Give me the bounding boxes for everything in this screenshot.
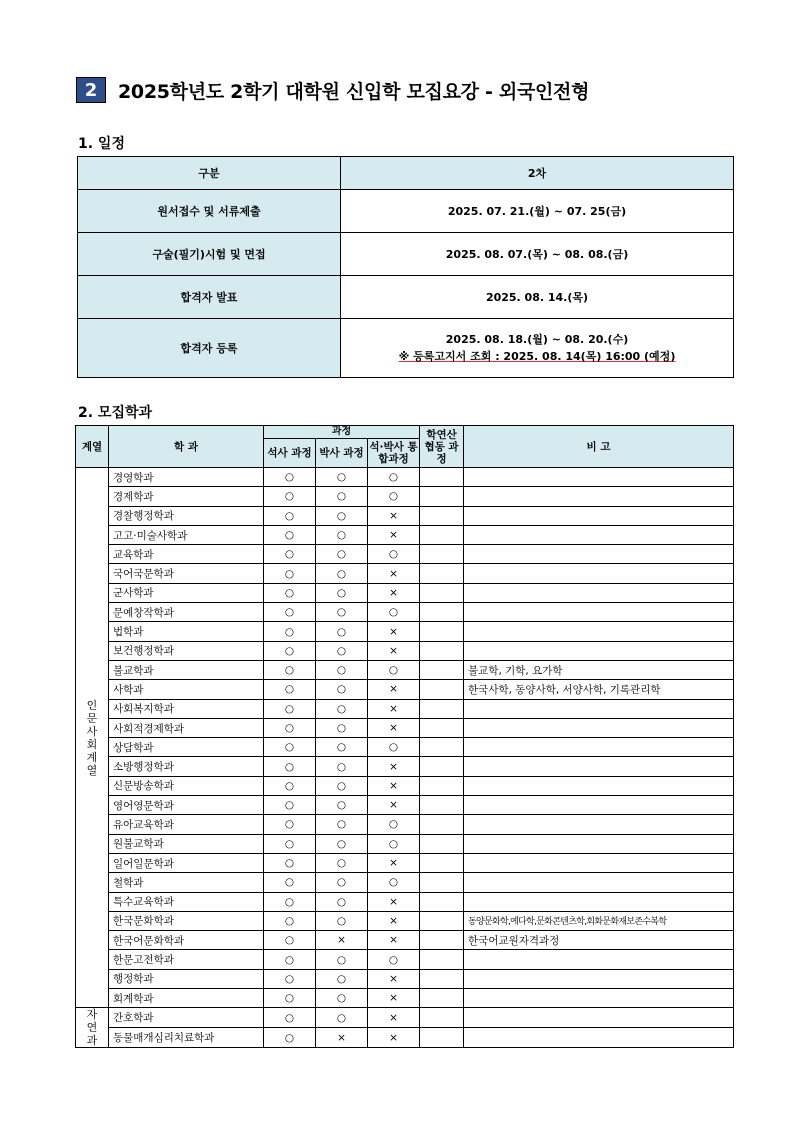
industry-cell	[420, 660, 464, 679]
industry-cell	[420, 525, 464, 544]
doctor-cell: ○	[316, 641, 368, 660]
dept-cell: 불교학과	[109, 660, 264, 679]
schedule-row-label: 구술(필기)시험 및 면접	[78, 233, 341, 276]
doctor-cell: ○	[316, 738, 368, 757]
industry-cell	[420, 950, 464, 969]
note-cell	[464, 796, 734, 815]
integrated-cell: ×	[368, 989, 420, 1008]
schedule-header-value: 2차	[341, 157, 734, 190]
note-cell	[464, 699, 734, 718]
dept-cell: 유아교육학과	[109, 815, 264, 834]
table-row	[76, 641, 734, 660]
master-cell: ○	[264, 815, 316, 834]
header-integrated: 석·박사 통합과정	[368, 439, 420, 468]
doctor-cell: ○	[316, 911, 368, 930]
table-row	[76, 622, 734, 641]
doctor-cell: ○	[316, 699, 368, 718]
integrated-cell: ×	[368, 699, 420, 718]
integrated-cell: ○	[368, 815, 420, 834]
note-cell	[464, 603, 734, 622]
dept-cell: 사학과	[109, 680, 264, 699]
doctor-cell: ○	[316, 525, 368, 544]
doctor-cell: ○	[316, 969, 368, 988]
doctor-cell: ○	[316, 487, 368, 506]
schedule-table	[77, 156, 734, 378]
table-row	[76, 545, 734, 564]
doctor-cell: ○	[316, 680, 368, 699]
industry-cell	[420, 680, 464, 699]
table-row	[76, 660, 734, 679]
dept-cell: 일어일문학과	[109, 853, 264, 872]
integrated-cell: ×	[368, 892, 420, 911]
master-cell: ○	[264, 718, 316, 737]
master-cell: ○	[264, 834, 316, 853]
doctor-cell: ○	[316, 796, 368, 815]
header-industry: 학연산 협동 과정	[420, 426, 464, 468]
integrated-cell: ×	[368, 718, 420, 737]
integrated-cell: ○	[368, 603, 420, 622]
dept-cell: 교육학과	[109, 545, 264, 564]
doctor-cell: ○	[316, 892, 368, 911]
industry-cell	[420, 487, 464, 506]
note-cell	[464, 892, 734, 911]
dept-cell: 한국어문화학과	[109, 931, 264, 950]
table-row	[76, 525, 734, 544]
integrated-cell: ×	[368, 564, 420, 583]
note-cell	[464, 525, 734, 544]
master-cell: ○	[264, 641, 316, 660]
dept-cell: 특수교육학과	[109, 892, 264, 911]
note-cell: 한국사학, 동양사학, 서양사학, 기록관리학	[464, 680, 734, 699]
table-row	[76, 757, 734, 776]
doctor-cell: ○	[316, 834, 368, 853]
note-cell: 불교학, 기학, 요가학	[464, 660, 734, 679]
doctor-cell: ○	[316, 873, 368, 892]
header-process: 과정	[264, 426, 420, 439]
industry-cell	[420, 641, 464, 660]
integrated-cell: ○	[368, 873, 420, 892]
master-cell: ○	[264, 931, 316, 950]
schedule-row-value-cell	[341, 319, 734, 378]
header-master: 석사 과정	[264, 439, 316, 468]
doctor-cell: ○	[316, 583, 368, 602]
master-cell: ○	[264, 506, 316, 525]
industry-cell	[420, 989, 464, 1008]
schedule-row-value: 2025. 08. 14.(목)	[341, 276, 734, 319]
industry-cell	[420, 545, 464, 564]
master-cell: ○	[264, 950, 316, 969]
note-cell	[464, 989, 734, 1008]
master-cell: ○	[264, 757, 316, 776]
table-row	[76, 776, 734, 795]
integrated-cell: ×	[368, 911, 420, 930]
doctor-cell: ×	[316, 931, 368, 950]
schedule-row-label: 합격자 발표	[78, 276, 341, 319]
dept-cell: 국어국문학과	[109, 564, 264, 583]
dept-cell: 원불교학과	[109, 834, 264, 853]
integrated-cell: ○	[368, 738, 420, 757]
schedule-row	[78, 276, 734, 319]
dept-cell: 동물매개심리치료학과	[109, 1028, 264, 1048]
industry-cell	[420, 622, 464, 641]
header-note: 비 고	[464, 426, 734, 468]
doctor-cell: ○	[316, 545, 368, 564]
industry-cell	[420, 699, 464, 718]
dept-cell: 고고·미술사학과	[109, 525, 264, 544]
master-cell: ○	[264, 583, 316, 602]
industry-cell	[420, 796, 464, 815]
master-cell: ○	[264, 699, 316, 718]
doctor-cell: ○	[316, 468, 368, 487]
integrated-cell: ×	[368, 506, 420, 525]
doctor-cell: ○	[316, 506, 368, 525]
table-row	[76, 680, 734, 699]
note-cell	[464, 950, 734, 969]
master-cell: ○	[264, 487, 316, 506]
integrated-cell: ×	[368, 680, 420, 699]
master-cell: ○	[264, 738, 316, 757]
master-cell: ○	[264, 468, 316, 487]
note-cell	[464, 506, 734, 525]
doctor-cell: ○	[316, 776, 368, 795]
integrated-cell: ×	[368, 622, 420, 641]
page-title	[76, 77, 589, 103]
dept-cell: 상담학과	[109, 738, 264, 757]
master-cell: ○	[264, 989, 316, 1008]
master-cell: ○	[264, 680, 316, 699]
dept-cell: 법학과	[109, 622, 264, 641]
section-number-badge: 2	[76, 77, 106, 103]
integrated-cell: ×	[368, 1028, 420, 1048]
dept-cell: 행정학과	[109, 969, 264, 988]
doctor-cell: ○	[316, 1008, 368, 1028]
table-row	[76, 950, 734, 969]
table-row	[76, 815, 734, 834]
integrated-cell: ○	[368, 660, 420, 679]
doctor-cell: ○	[316, 660, 368, 679]
note-cell	[464, 545, 734, 564]
dept-cell: 군사학과	[109, 583, 264, 602]
integrated-cell: ○	[368, 468, 420, 487]
master-cell: ○	[264, 525, 316, 544]
note-cell	[464, 757, 734, 776]
dept-cell: 경찰행정학과	[109, 506, 264, 525]
doctor-cell: ○	[316, 757, 368, 776]
master-cell: ○	[264, 660, 316, 679]
dept-cell: 간호학과	[109, 1008, 264, 1028]
note-cell	[464, 776, 734, 795]
industry-cell	[420, 892, 464, 911]
dept-cell: 문예창작학과	[109, 603, 264, 622]
schedule-row-label: 원서접수 및 서류제출	[78, 190, 341, 233]
doctor-cell: ○	[316, 950, 368, 969]
page-title-text: 2025학년도 2학기 대학원 신입학 모집요강 - 외국인전형	[118, 80, 590, 103]
integrated-cell: ○	[368, 834, 420, 853]
majors-heading: 2. 모집학과	[78, 405, 153, 421]
table-row	[76, 718, 734, 737]
note-cell	[464, 738, 734, 757]
industry-cell	[420, 583, 464, 602]
master-cell: ○	[264, 969, 316, 988]
industry-cell	[420, 969, 464, 988]
table-row	[76, 853, 734, 872]
note-cell	[464, 583, 734, 602]
master-cell: ○	[264, 892, 316, 911]
header-dept: 학 과	[109, 426, 264, 468]
integrated-cell: ×	[368, 931, 420, 950]
category-label: 자연과	[86, 1008, 98, 1048]
integrated-cell: ×	[368, 969, 420, 988]
note-cell	[464, 853, 734, 872]
integrated-cell: ×	[368, 796, 420, 815]
table-row	[76, 873, 734, 892]
category-cell	[76, 1008, 109, 1048]
industry-cell	[420, 931, 464, 950]
industry-cell	[420, 468, 464, 487]
integrated-cell: ○	[368, 950, 420, 969]
dept-cell: 철학과	[109, 873, 264, 892]
table-row	[76, 911, 734, 930]
table-row	[76, 1028, 734, 1048]
category-label: 인문사회계열	[86, 698, 98, 777]
doctor-cell: ○	[316, 853, 368, 872]
dept-cell: 소방행정학과	[109, 757, 264, 776]
schedule-row-note: ※ 등록고지서 조회 : 2025. 08. 14(목) 16:00 (예정)	[398, 350, 676, 363]
industry-cell	[420, 603, 464, 622]
doctor-cell: ○	[316, 989, 368, 1008]
schedule-heading: 1. 일정	[78, 136, 125, 152]
industry-cell	[420, 853, 464, 872]
schedule-header-label: 구분	[78, 157, 341, 190]
dept-cell: 한국문화학과	[109, 911, 264, 930]
note-cell: 동양문화학,예다학,문화콘텐츠학,회화문화재보존수복학	[464, 911, 734, 930]
schedule-row-value: 2025. 07. 21.(월) ~ 07. 25(금)	[341, 190, 734, 233]
table-row	[76, 487, 734, 506]
dept-cell: 보건행정학과	[109, 641, 264, 660]
integrated-cell: ×	[368, 1008, 420, 1028]
doctor-cell: ○	[316, 603, 368, 622]
note-cell	[464, 1008, 734, 1028]
table-row	[76, 834, 734, 853]
master-cell: ○	[264, 603, 316, 622]
schedule-row-value: 2025. 08. 18.(월) ~ 08. 20.(수)	[445, 333, 629, 346]
industry-cell	[420, 911, 464, 930]
industry-cell	[420, 776, 464, 795]
industry-cell	[420, 1008, 464, 1028]
master-cell: ○	[264, 1028, 316, 1048]
integrated-cell: ×	[368, 641, 420, 660]
header-category: 계열	[76, 426, 109, 468]
integrated-cell: ×	[368, 853, 420, 872]
table-row	[76, 989, 734, 1008]
table-row	[76, 564, 734, 583]
schedule-row	[78, 233, 734, 276]
industry-cell	[420, 1028, 464, 1048]
integrated-cell: ×	[368, 757, 420, 776]
note-cell	[464, 718, 734, 737]
note-cell	[464, 622, 734, 641]
master-cell: ○	[264, 776, 316, 795]
table-row	[76, 603, 734, 622]
master-cell: ○	[264, 873, 316, 892]
majors-table	[75, 425, 734, 1048]
integrated-cell: ×	[368, 525, 420, 544]
dept-cell: 신문방송학과	[109, 776, 264, 795]
schedule-row-value: 2025. 08. 07.(목) ~ 08. 08.(금)	[341, 233, 734, 276]
note-cell	[464, 487, 734, 506]
table-row	[76, 931, 734, 950]
industry-cell	[420, 738, 464, 757]
note-cell	[464, 873, 734, 892]
industry-cell	[420, 564, 464, 583]
master-cell: ○	[264, 1008, 316, 1028]
schedule-row	[78, 319, 734, 378]
note-cell	[464, 834, 734, 853]
table-row	[76, 699, 734, 718]
dept-cell: 회계학과	[109, 989, 264, 1008]
schedule-header-row	[78, 157, 734, 190]
note-cell	[464, 468, 734, 487]
note-cell	[464, 564, 734, 583]
master-cell: ○	[264, 911, 316, 930]
table-row	[76, 969, 734, 988]
note-cell	[464, 641, 734, 660]
master-cell: ○	[264, 853, 316, 872]
industry-cell	[420, 757, 464, 776]
table-row	[76, 738, 734, 757]
schedule-row	[78, 190, 734, 233]
doctor-cell: ×	[316, 1028, 368, 1048]
schedule-row-label: 합격자 등록	[78, 319, 341, 378]
doctor-cell: ○	[316, 564, 368, 583]
industry-cell	[420, 506, 464, 525]
table-row	[76, 892, 734, 911]
dept-cell: 사회복지학과	[109, 699, 264, 718]
integrated-cell: ×	[368, 776, 420, 795]
master-cell: ○	[264, 622, 316, 641]
doctor-cell: ○	[316, 815, 368, 834]
integrated-cell: ○	[368, 545, 420, 564]
table-row	[76, 583, 734, 602]
note-cell	[464, 969, 734, 988]
dept-cell: 경제학과	[109, 487, 264, 506]
table-row	[76, 796, 734, 815]
note-cell	[464, 815, 734, 834]
doctor-cell: ○	[316, 718, 368, 737]
industry-cell	[420, 873, 464, 892]
header-doctor: 박사 과정	[316, 439, 368, 468]
table-row	[76, 506, 734, 525]
table-row	[76, 1008, 734, 1028]
industry-cell	[420, 718, 464, 737]
integrated-cell: ○	[368, 487, 420, 506]
master-cell: ○	[264, 796, 316, 815]
table-row	[76, 468, 734, 487]
master-cell: ○	[264, 545, 316, 564]
dept-cell: 영어영문학과	[109, 796, 264, 815]
dept-cell: 한문고전학과	[109, 950, 264, 969]
majors-body	[76, 468, 734, 1048]
industry-cell	[420, 834, 464, 853]
master-cell: ○	[264, 564, 316, 583]
industry-cell	[420, 815, 464, 834]
category-cell	[76, 468, 109, 1008]
dept-cell: 사회적경제학과	[109, 718, 264, 737]
note-cell: 한국어교원자격과정	[464, 931, 734, 950]
note-cell	[464, 1028, 734, 1048]
doctor-cell: ○	[316, 622, 368, 641]
dept-cell: 경영학과	[109, 468, 264, 487]
integrated-cell: ×	[368, 583, 420, 602]
